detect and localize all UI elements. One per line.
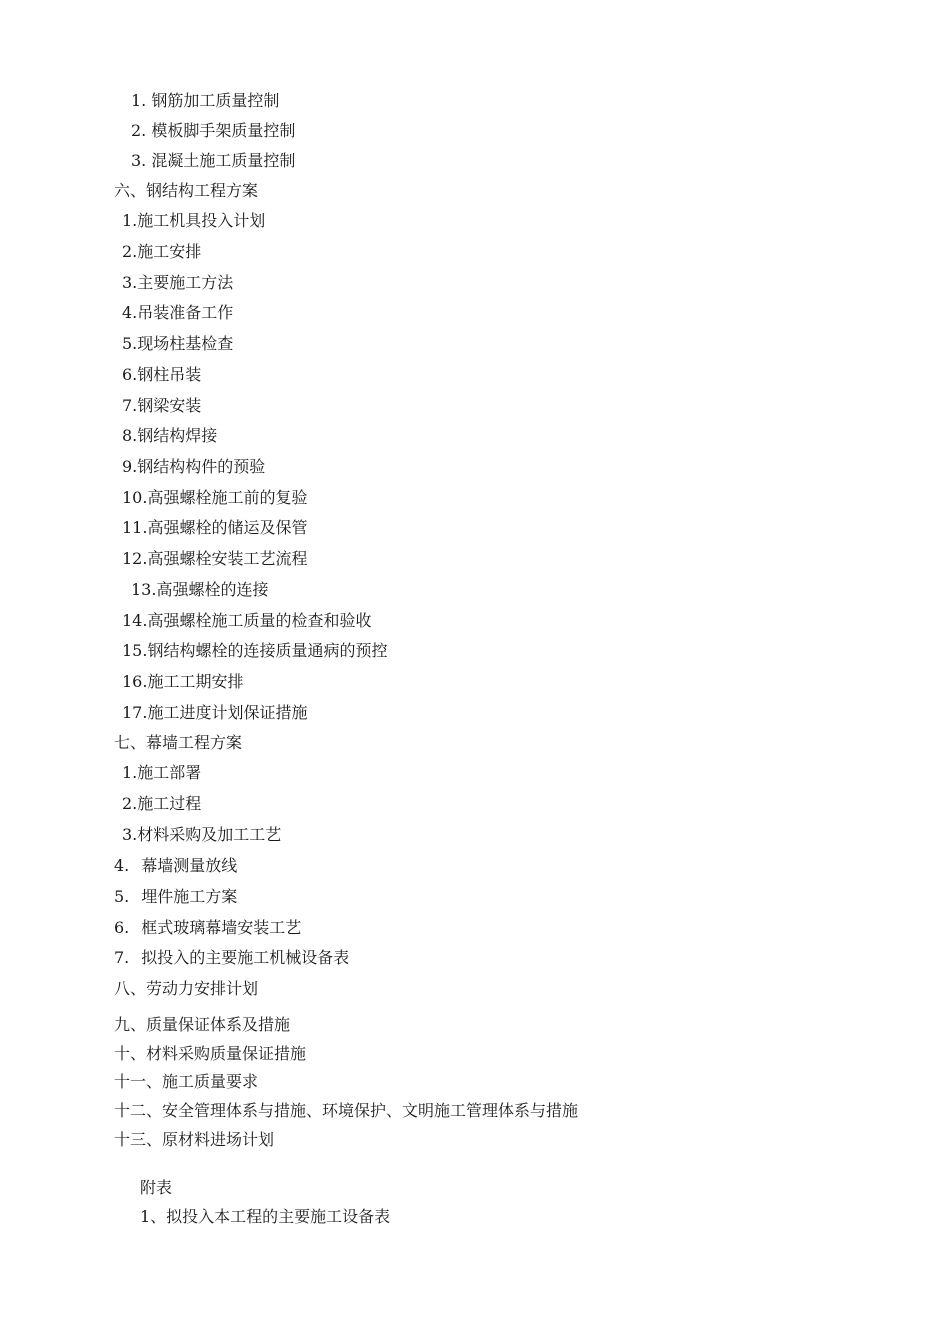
- toc-section-title: 八、劳动力安排计划: [114, 979, 259, 998]
- toc-item-number: 7.: [114, 948, 130, 967]
- toc-item: 9.钢结构构件的预验: [122, 457, 266, 476]
- toc-section-title: 十、材料采购质量保证措施: [114, 1044, 307, 1063]
- toc-item: 3. 混凝土施工质量控制: [131, 151, 296, 170]
- toc-item: [114, 856, 237, 876]
- toc-item: 1. 钢筋加工质量控制: [131, 91, 280, 110]
- toc-section-title: 十三、原材料进场计划: [114, 1130, 275, 1149]
- toc-item: 1.施工机具投入计划: [122, 211, 266, 230]
- toc-item-number: 5.: [114, 887, 130, 906]
- toc-item: 5.现场柱基检查: [122, 334, 234, 353]
- toc-item: 1.施工部署: [122, 763, 202, 782]
- toc-item-number: 6.: [114, 918, 130, 937]
- toc-item: 2.施工安排: [122, 242, 202, 261]
- toc-section-title: 六、钢结构工程方案: [114, 181, 259, 200]
- toc-item: 2.施工过程: [122, 794, 202, 813]
- toc-item-text: 框式玻璃幕墙安装工艺: [141, 918, 302, 937]
- toc-section-title: 七、幕墙工程方案: [114, 733, 243, 752]
- toc-item: 14.高强螺栓施工质量的检查和验收: [122, 611, 372, 630]
- toc-item: 11.高强螺栓的储运及保管: [122, 518, 308, 537]
- toc-item-text: 拟投入的主要施工机械设备表: [141, 948, 350, 967]
- toc-item: [114, 887, 237, 907]
- toc-item: 4.吊装准备工作: [122, 303, 234, 322]
- toc-item: 3.主要施工方法: [122, 273, 234, 292]
- toc-section-title: 十一、施工质量要求: [114, 1072, 259, 1091]
- appendix-title: 附表: [140, 1178, 173, 1197]
- toc-item: [114, 948, 349, 968]
- toc-item-text: 埋件施工方案: [141, 887, 238, 906]
- toc-item: 7.钢梁安装: [122, 396, 202, 415]
- toc-section-title: 九、质量保证体系及措施: [114, 1015, 291, 1034]
- toc-item: 13.高强螺栓的连接: [131, 580, 269, 599]
- toc-item-text: 幕墙测量放线: [141, 856, 238, 875]
- toc-item: 3.材料采购及加工工艺: [122, 825, 282, 844]
- toc-item: 15.钢结构螺栓的连接质量通病的预控: [122, 641, 388, 660]
- toc-item: 6.钢柱吊装: [122, 365, 202, 384]
- toc-item-number: 4.: [114, 856, 130, 875]
- toc-item: 10.高强螺栓施工前的复验: [122, 488, 308, 507]
- toc-item: 12.高强螺栓安装工艺流程: [122, 549, 308, 568]
- toc-item: 2. 模板脚手架质量控制: [131, 121, 296, 140]
- toc-item: 16.施工工期安排: [122, 672, 244, 691]
- toc-item: [114, 918, 301, 938]
- toc-item: 8.钢结构焊接: [122, 426, 218, 445]
- toc-section-title: 十二、安全管理体系与措施、环境保护、文明施工管理体系与措施: [114, 1101, 579, 1120]
- appendix-item: 1、拟投入本工程的主要施工设备表: [140, 1207, 391, 1226]
- toc-item: 17.施工进度计划保证措施: [122, 703, 308, 722]
